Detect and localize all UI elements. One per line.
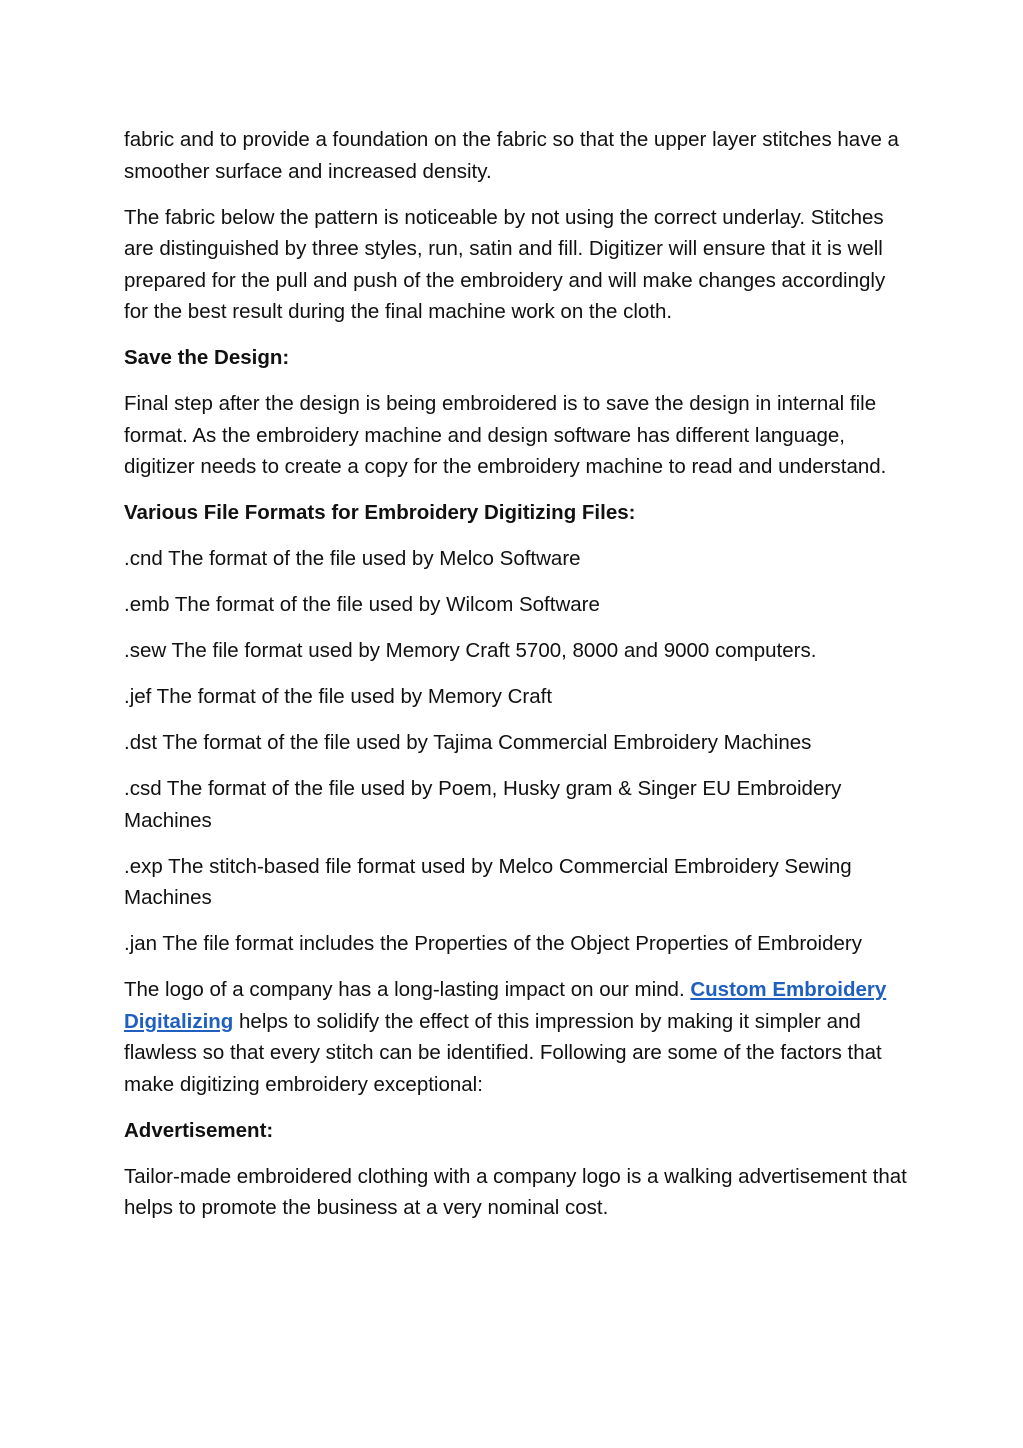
paragraph-advertisement: Tailor-made embroidered clothing with a company logo is a walking advertisement that helps to promote the business at a very nominal cost. bbox=[124, 1164, 907, 1219]
paragraph-logo-text-after: helps to solidify the effect of this impression by making it simpler and flawless so that every stitch can be identified. Following are some of the factors that make digitizing embroidery exceptional: bbox=[124, 1009, 882, 1096]
document-page bbox=[124, 124, 914, 1238]
paragraph-underlay: The fabric below the pattern is noticeable by not using the correct underlay. Stitches are distinguished by three styles, run, satin and fill. Digitizer will ensure that it is well prepared for the pull and push of the embroidery and will make changes accordingly for the best result during the final machine work on the cloth. bbox=[124, 205, 886, 323]
paragraph-intro-continued: fabric and to provide a foundation on the fabric so that the upper layer stitches have a smoother surface and increased density. bbox=[124, 128, 899, 183]
format-item-jef: .jef The format of the file used by Memory Craft bbox=[124, 685, 553, 708]
format-item-csd: .csd The format of the file used by Poem, Husky gram & Singer EU Embroidery Machines bbox=[124, 777, 842, 832]
format-item-dst: .dst The format of the file used by Tajima Commercial Embroidery Machines bbox=[124, 731, 812, 754]
paragraph-save-design: Final step after the design is being embroidered is to save the design in internal file format. As the embroidery machine and design software has different language, digitizer needs to create a copy for the embroidery machine to read and understand. bbox=[124, 392, 887, 478]
format-item-sew: .sew The file format used by Memory Craft 5700, 8000 and 9000 computers. bbox=[124, 639, 817, 662]
format-item-cnd: .cnd The format of the file used by Melco Software bbox=[124, 547, 581, 570]
heading-advertisement: Advertisement: bbox=[124, 1118, 274, 1142]
format-item-emb: .emb The format of the file used by Wilcom Software bbox=[124, 593, 600, 616]
format-item-jan: .jan The file format includes the Properties of the Object Properties of Embroidery bbox=[124, 932, 862, 955]
paragraph-logo-text-before: The logo of a company has a long-lasting impact on our mind. bbox=[124, 978, 691, 1001]
paragraph-logo bbox=[124, 974, 914, 1100]
custom-embroidery-digitalizing-link[interactable]: Custom Embroidery Digitalizing bbox=[124, 978, 887, 1033]
heading-save-the-design: Save the Design: bbox=[124, 346, 290, 369]
format-item-exp: .exp The stitch-based file format used by Melco Commercial Embroidery Sewing Machines bbox=[124, 854, 852, 909]
heading-file-formats: Various File Formats for Embroidery Digitizing Files: bbox=[124, 501, 636, 524]
